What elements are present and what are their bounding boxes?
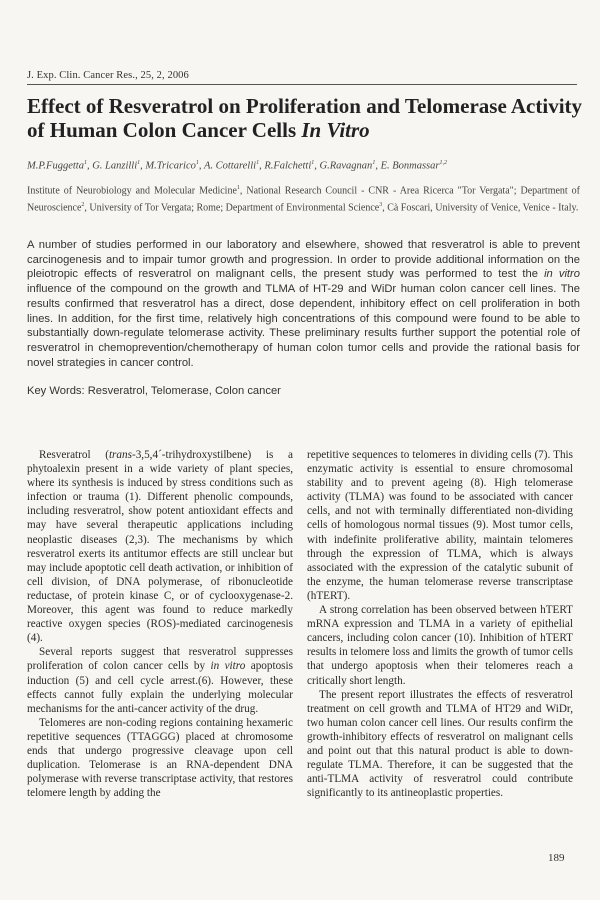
author: R.Falchetti (264, 160, 312, 172)
body-italic: trans (108, 449, 132, 461)
body-column-left (27, 448, 293, 800)
author: G.Ravagnan (319, 160, 373, 172)
body-italic: in vitro (210, 660, 246, 673)
author-affil-mark: 1 (83, 160, 87, 166)
body-text: apoptosis induction (5) and cell cycle arrest.(6). However, these effects cannot fully explain the underlying molecular mechanisms for the anti-cancer activity of the drug. (27, 660, 293, 715)
page-number: 189 (548, 852, 565, 864)
body-text: Resveratrol ( (39, 449, 109, 461)
affiliation-mark: 2 (81, 202, 85, 209)
affiliation-text: , University of Tor Vergata; Rome; Department of Environmental Science (84, 202, 380, 214)
body-paragraph: A strong correlation has been observed between hTERT mRNA expression and TLMA in a variety of epithelial cancers, including colon cancer (10). Inhibition of hTERT results in telomere loss and limits the growth of tumor cells that undergo apoptosis when their telomeres reach a critically short length. (307, 604, 573, 687)
affiliation-mark: 3 (379, 202, 383, 209)
author: G. Lanzilli (92, 160, 138, 172)
title-italic: In Vitro (301, 118, 370, 142)
affiliation-text: Institute of Neurobiology and Molecular Medicine (27, 185, 237, 197)
author-affil-mark: 1 (372, 160, 376, 166)
abstract (27, 238, 580, 370)
author-affil-mark: 1 (195, 160, 199, 166)
affiliation-text: , Cà Foscari, University of Venice, Venice - Italy. (382, 202, 579, 214)
author-affil-mark: 1 (256, 160, 260, 166)
author-list: M.P.Fuggetta$^1$, G. Lanzilli$^1$, M.Tricarico$^1$, A. Cottarelli$^1$, R.Falchetti$^1$, G.Ravagnan$^1$, E. Bonmassar$^{1,2}$ (27, 160, 447, 172)
body-paragraph: Telomeres are non-coding regions containing hexameric repetitive sequences (TTAGGG) placed at chromosome ends that undergo progressive cleavage upon cell duplication. Telomerase is an RNA-dependent DNA polymerase with reverse transcriptase activity, that restores telomere length by adding the (27, 716, 293, 800)
author-affil-mark: 1 (311, 160, 315, 166)
body-paragraph: The present report illustrates the effects of resveratrol treatment on cell growth and TLMA of HT29 and WiDr, two human colon cancer cell lines. Our results confirm the growth-inhibitory effects of resveratrol on malignant cells and point out that this natural product is able to down-regulate TLMA. Therefore, it can be suggested that the anti-TLMA activity of resveratrol could contribute significantly to its antineoplastic properties. (307, 688, 573, 800)
abstract-text: influence of the compound on the growth and TLMA of HT-29 and WiDr human colon cancer cell lines. The results confirmed that resveratrol has a direct, dose dependent, inhibitory effect on cell proliferation in both lines. In addition, for the first time, relatively high concentrations of this compound were found to be able to substantially down-regulate telomerase activity. These preliminary results further support the potential role of resveratrol in chemoprevention/chemotherapy of human colon tumor cells and provide the rational basis for novel strategies in cancer control. (27, 283, 580, 369)
body-text: Several reports suggest that resveratrol suppresses proliferation of colon cancer cells by (27, 646, 293, 673)
affiliations (27, 181, 580, 216)
author-affil-mark: 1 (137, 160, 141, 166)
header-rule (27, 84, 577, 85)
author: M.P.Fuggetta (27, 160, 84, 172)
author-affil-mark: 1,2 (439, 160, 447, 166)
author: A. Cottarelli (203, 160, 257, 172)
abstract-text: A number of studies performed in our laboratory and elsewhere, showed that resveratrol is able to prevent carcinogenesis and to impair tumor growth and progression. In order to provide additional information on the pleiotropic effects of resveratrol on malignant cells, the present study was performed to test the (27, 239, 580, 281)
abstract-italic: in vitro (544, 268, 580, 281)
title-main: Effect of Resveratrol on Proliferation and Telomerase Activity of Human Colon Cancer Cells (27, 94, 583, 142)
author: E. Bonmassar (380, 160, 440, 172)
body-paragraph: repetitive sequences to telomeres in dividing cells (7). This enzymatic activity is essential to ensure chromosomal stability and to prevent ageing (8). High telomerase activity (TLMA) was found to be associated with cancer cells, and not with terminally differentiated non-dividing cells of homologous normal tissues (9). Most tumor cells, with indefinite proliferative ability, maintain telomeres through the expression of TLMA, which is always associated with the expression of the catalytic subunit of the enzyme, the human telomerase reverse transcriptase (hTERT). (307, 449, 573, 602)
keywords: Key Words: Resveratrol, Telomerase, Colon cancer (27, 385, 281, 397)
affiliation-text: , National Research Council - CNR - Area Ricerca "Tor Vergata"; Department of Neuroscience (27, 185, 581, 214)
body-text: -3,5,4´-trihydroxystilbene) is a phytoalexin present in a wide variety of plant species, where its synthesis is induced by stress conditions such as infection or trauma (1). Different phenolic compounds, including resveratrol, show potent antioxidant effects and may have several therapeutic applications including neoplastic diseases (2,3). The mechanisms by which resveratrol exerts its antitumor effects are still unclear but may include apoptotic cell death activation, or inhibition of cell division, of DNA polymerase, of ribonucleotide reductase, of protein kinase C, or of cyclooxygenase-2. Moreover, this agent was found to reduce markedly reactive oxygen species (ROS)-mediated carcinogenesis (4). (27, 449, 294, 645)
journal-citation: J. Exp. Clin. Cancer Res., 25, 2, 2006 (27, 70, 189, 81)
paper-title (27, 94, 587, 142)
body-paragraph (27, 645, 293, 715)
author: M.Tricarico (145, 160, 196, 172)
affiliation-mark: 1 (236, 185, 240, 191)
body-paragraph (27, 448, 293, 645)
body-column-right (307, 448, 573, 800)
